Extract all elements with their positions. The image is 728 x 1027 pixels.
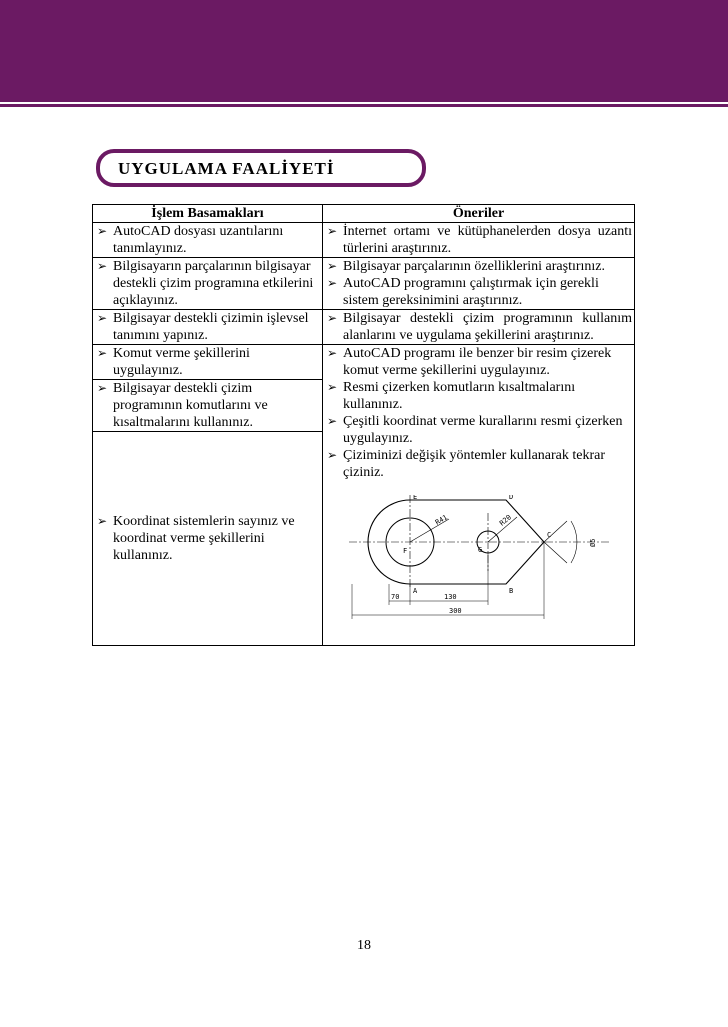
suggestion-item: ➢ Çiziminizi değişik yöntemler kullanarak tekrar çiziniz. [327,447,632,481]
header-rule [0,104,728,107]
step-item: ➢ Bilgisayar destekli çizim programının komutlarını ve kısaltmalarını kullanınız. [97,380,320,431]
cad-drawing [349,495,619,625]
table-row [93,310,635,345]
activity-table [92,204,635,646]
dimension-label: R41 [434,513,449,527]
suggestion-item: ➢ İnternet ortamı ve kütüphanelerden dosya uzantı türlerini araştırınız. [327,223,632,257]
suggestion-item: ➢ Bilgisayar parçalarının özelliklerini araştırınız. [327,258,632,275]
point-label: E [413,495,418,501]
point-label: A [413,587,418,595]
suggestion-item: ➢ AutoCAD programı ile benzer bir resim çizerek komut verme şekillerini uygulayınız. [327,345,632,379]
step-item: ➢ AutoCAD dosyası uzantılarını tanımlayınız. [97,223,320,257]
suggestion-item: ➢ Resmi çizerken komutların kısaltmalarını kullanınız. [327,379,632,413]
page-number: 18 [357,938,371,953]
table-row [93,223,635,258]
step-item: ➢ Bilgisayar destekli çizimin işlevsel tanımını yapınız. [97,310,320,344]
dimension-label: Ø5 [589,538,597,547]
header-band [0,0,728,102]
step-item: ➢ Komut verme şekillerini uygulayınız. [97,345,320,379]
point-label: B [509,587,514,595]
suggestion-item: ➢ Bilgisayar destekli çizim programının kullanım alanlarını ve uygulama şekillerini araştırınız. [327,310,632,344]
table-row [93,345,635,380]
step-item: ➢ Bilgisayarın parçalarının bilgisayar destekli çizim programına etkilerini açıklayınız. [97,258,320,309]
point-label: G [478,546,483,554]
table-header-row [93,205,635,223]
suggestion-item: ➢ Çeşitli koordinat verme kurallarını resmi çizerken uygulayınız. [327,413,632,447]
dimension-label: 300 [449,607,462,615]
column-header-steps: İşlem Basamakları [93,205,323,223]
point-label: D [509,495,514,501]
point-label: F [403,547,408,555]
dimension-label: 70 [391,593,400,601]
dimension-label: 130 [444,593,457,601]
dimension-label: R20 [498,513,513,528]
point-label: C [547,531,552,539]
step-item: ➢ Koordinat sistemlerin sayınız ve koordinat verme şekillerini kullanınız. [97,513,320,564]
table-row [93,258,635,310]
activity-title: UYGULAMA FAALİYETİ [118,159,335,178]
suggestion-item: ➢ AutoCAD programını çalıştırmak için gerekli sistem gereksinimini araştırınız. [327,275,632,309]
column-header-suggestions: Öneriler [323,205,635,223]
